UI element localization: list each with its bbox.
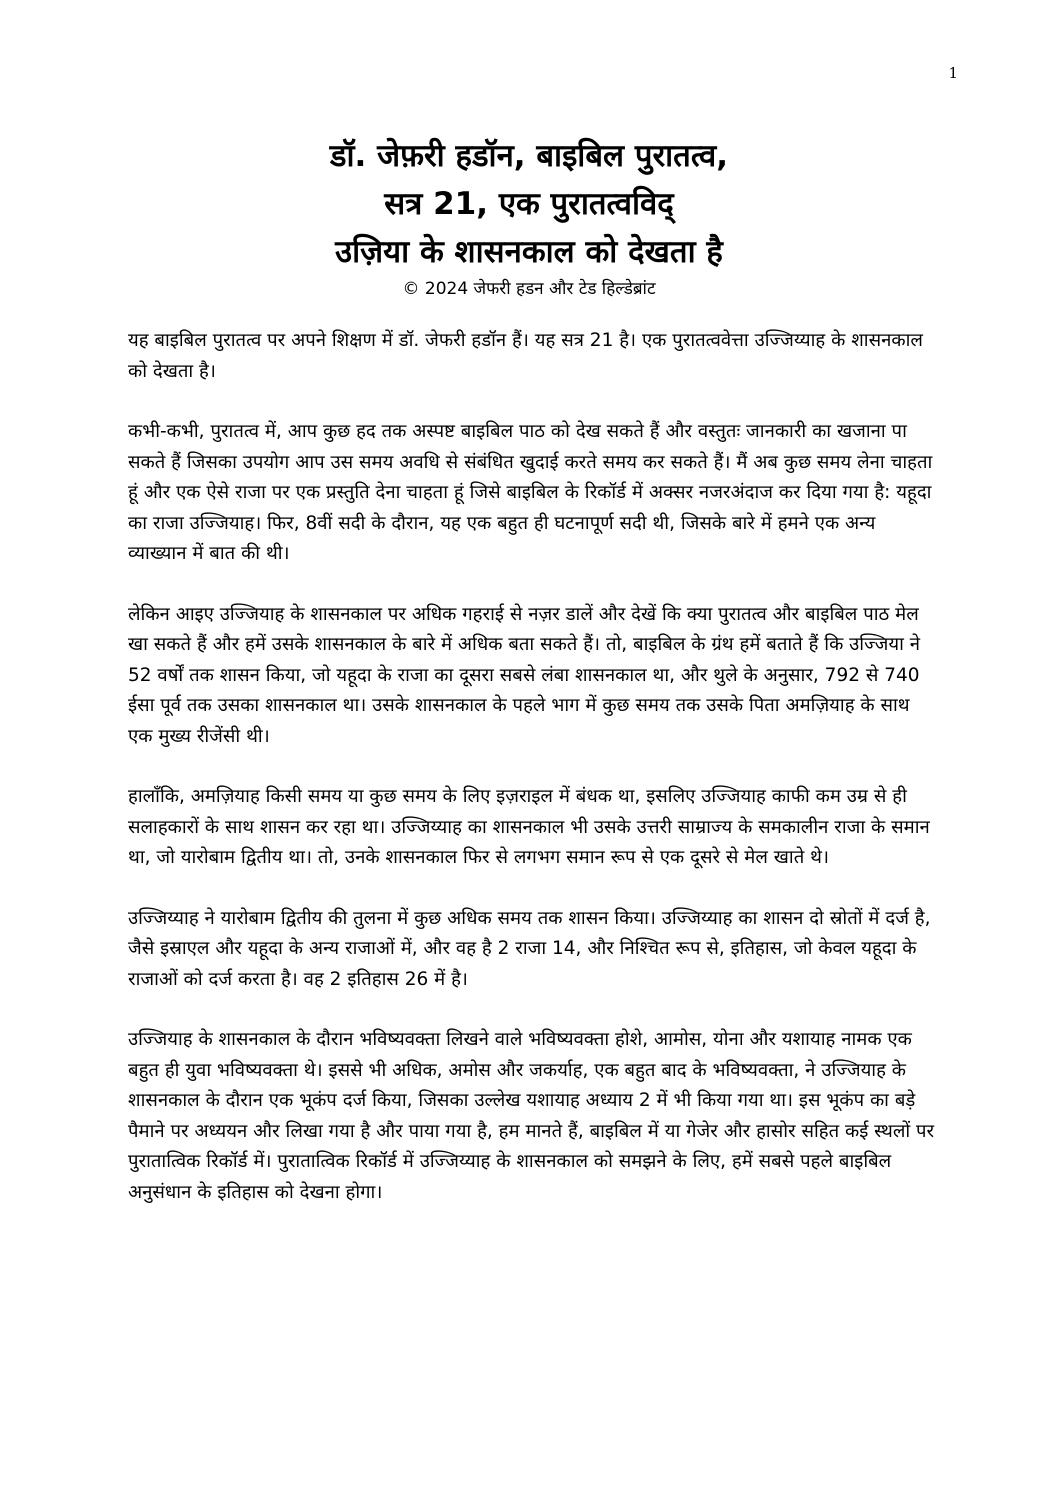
body-text: [128, 326, 936, 1238]
paragraph-6: उज्जियाह के शासनकाल के दौरान भविष्यवक्ता लिखने वाले भविष्यवक्ता होशे, आमोस, योना और यशायाह नामक एक बहुत ही युवा भविष्यवक्ता थे। इससे भी अधिक, अमोस और जकर्याह, एक बहुत बाद के भविष्यवक्ता, ने उज्जियाह के शासनकाल के दौरान एक भूकंप दर्ज किया, जिसका उल्लेख यशायाह अध्याय 2 में भी किया गया था। इस भूकंप का बड़े पैमाने पर अध्ययन और लिखा गया है और पाया गया है, हम मानते हैं, बाइबिल में या गेजेर और हासोर सहित कई स्थलों पर पुरातात्विक रिकॉर्ड में। पुरातात्विक रिकॉर्ड में उज्जिय्याह के शासनकाल को समझने के लिए, हमें सबसे पहले बाइबिल अनुसंधान के इतिहास को देखना होगा।: [128, 1029, 935, 1203]
title-line-3: उज़िया के शासनकाल को देखता है: [335, 234, 723, 270]
title-line-2: सत्र 21, एक पुरातत्वविद्: [384, 186, 674, 222]
paragraph-4: हालाँकि, अमज़ियाह किसी समय या कुछ समय के लिए इज़राइल में बंधक था, इसलिए उज्जियाह काफी कम उम्र से ही सलाहकारों के साथ शासन कर रहा था। उज्जिय्याह का शासनकाल भी उसके उत्तरी साम्राज्य के समकालीन राजा के समान था, जो यारोबाम द्वितीय था। तो, उनके शासनकाल फिर से लगभग समान रूप से एक दूसरे से मेल खाते थे।: [128, 786, 930, 868]
title-line-1: डॉ. जेफ़री हडॉन, बाइबिल पुरातत्व,: [329, 138, 729, 174]
title-block: [100, 132, 958, 302]
paragraph-2: कभी-कभी, पुरातत्व में, आप कुछ हद तक अस्पष्ट बाइबिल पाठ को देख सकते हैं और वस्तुतः जानकारी का खजाना पा सकते हैं जिसका उपयोग आप उस समय अवधि से संबंधित खुदाई करते समय कर सकते हैं। मैं अब कुछ समय लेना चाहता हूं और एक ऐसे राजा पर एक प्रस्तुति देना चाहता हूं जिसे बाइबिल के रिकॉर्ड में अक्सर नजरअंदाज कर दिया गया है: यहूदा का राजा उज्जियाह। फिर, 8वीं सदी के दौरान, यह एक बहुत ही घटनापूर्ण सदी थी, जिसके बारे में हमने एक अन्य व्याख्यान में बात की थी।: [128, 421, 933, 564]
paragraph-3: लेकिन आइए उज्जियाह के शासनकाल पर अधिक गहराई से नज़र डालें और देखें कि क्या पुरातत्व और बाइबिल पाठ मेल खा सकते हैं और हमें उसके शासनकाल के बारे में अधिक बता सकते हैं। तो, बाइबिल के ग्रंथ हमें बताते हैं कि उज्जिया ने 52 वर्षों तक शासन किया, जो यहूदा के राजा का दूसरा सबसे लंबा शासनकाल था, और थुले के अनुसार, 792 से 740 ईसा पूर्व तक उसका शासनकाल था। उसके शासनकाल के पहले भाग में कुछ समय तक उसके पिता अमज़ियाह के साथ एक मुख्य रीजेंसी थी।: [128, 603, 921, 747]
copyright-line: © 2024 जेफरी हडन और टेड हिल्डेब्रांट: [402, 279, 656, 299]
page-number: 1: [948, 64, 958, 82]
paragraph-1: यह बाइबिल पुरातत्व पर अपने शिक्षण में डॉ. जेफरी हडॉन हैं। यह सत्र 21 है। एक पुरातत्ववेत्ता उज्जिय्याह के शासनकाल को देखता है।: [128, 330, 923, 382]
paragraph-5: उज्जिय्याह ने यारोबाम द्वितीय की तुलना में कुछ अधिक समय तक शासन किया। उज्जिय्याह का शासन दो स्रोतों में दर्ज है, जैसे इस्राएल और यहूदा के अन्य राजाओं में, और वह है 2 राजा 14, और निश्चित रूप से, इतिहास, जो केवल यहूदा के राजाओं को दर्ज करता है। वह 2 इतिहास 26 में है।: [128, 907, 931, 990]
